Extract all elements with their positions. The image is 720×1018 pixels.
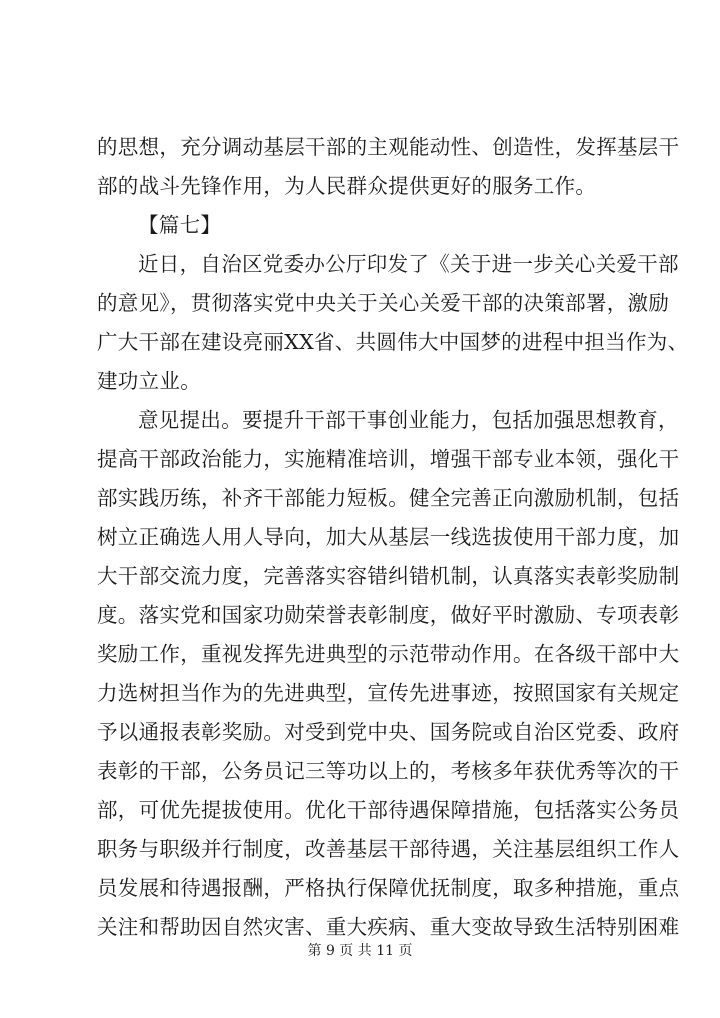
section-heading: 【篇七】 <box>138 213 222 237</box>
text-line-2: 部的战斗先锋作用，为人民群众提供更好的服务工作。 <box>97 174 597 198</box>
text-line-13: 度。落实党和国家功勋荣誉表彰制度，做好平时激励、专项表彰 <box>97 603 680 627</box>
text-line-8: 意见提出。要提升干部干事创业能力，包括加强思想教育， <box>138 408 679 432</box>
text-line-6: 广大干部在建设亮丽XX省、共圆伟大中国梦的进程中担当作为、 <box>97 330 689 354</box>
text-line-4: 近日，自治区党委办公厅印发了《关于进一步关心关爱干部 <box>138 252 679 276</box>
text-line-16: 予以通报表彰奖励。对受到党中央、国务院或自治区党委、政府 <box>97 720 680 744</box>
text-line-20: 员发展和待遇报酬，严格执行保障优抚制度，取多种措施，重点 <box>97 876 680 900</box>
text-line-15: 力选树担当作为的先进典型，宣传先进事迹，按照国家有关规定 <box>97 681 680 705</box>
text-line-9: 提高干部政治能力，实施精准培训，增强干部专业本领，强化干 <box>97 447 680 471</box>
text-line-12: 大干部交流力度，完善落实容错纠错机制，认真落实表彰奖励制 <box>97 564 680 588</box>
text-line-11: 树立正确选人用人导向，加大从基层一线选拔使用干部力度，加 <box>97 525 680 549</box>
text-line-14: 奖励工作，重视发挥先进典型的示范带动作用。在各级干部中大 <box>97 642 680 666</box>
text-line-19: 职务与职级并行制度，改善基层干部待遇，关注基层组织工作人 <box>97 837 680 861</box>
text-line-5: 的意见》，贯彻落实党中央关于关心关爱干部的决策部署，激励 <box>97 291 670 315</box>
text-line-18: 部，可优先提拔使用。优化干部待遇保障措施，包括落实公务员 <box>97 798 680 822</box>
page-footer: 第 9 页 共 11 页 <box>307 943 413 959</box>
text-line-1: 的思想，充分调动基层干部的主观能动性、创造性，发挥基层干 <box>97 135 680 159</box>
text-line-17: 表彰的干部，公务员记三等功以上的，考核多年获优秀等次的干 <box>97 759 680 783</box>
text-line-10: 部实践历练，补齐干部能力短板。健全完善正向激励机制，包括 <box>97 486 680 510</box>
text-line-7: 建功立业。 <box>97 369 201 393</box>
text-line-21: 关注和帮助因自然灾害、重大疾病、重大变故导致生活特别困难 <box>97 915 680 939</box>
